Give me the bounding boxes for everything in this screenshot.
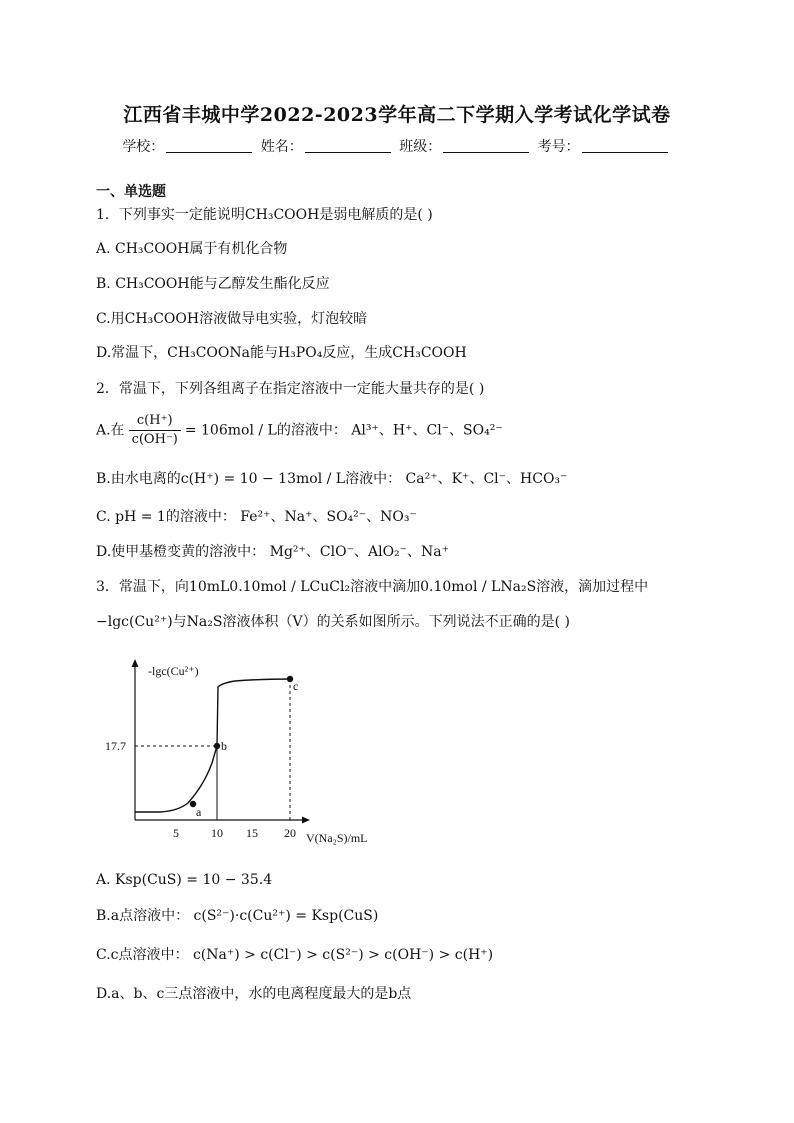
y-tick-17-7: 17.7 <box>105 739 126 753</box>
ratio-fraction <box>129 412 181 449</box>
x-tick-15: 15 <box>246 826 258 840</box>
q3-option-d: D.a、b、c三点溶液中，水的电离程度最大的是b点 <box>96 986 412 1002</box>
q2-a-suffix: = 106mol / L的溶液中： Al³⁺、H⁺、Cl⁻、SO₄²⁻ <box>184 422 503 439</box>
q3-option-a: A. Ksp(CuS) = 10 − 35.4 <box>96 872 273 888</box>
fraction-denominator: c(OH⁻) <box>131 432 178 447</box>
school-label: 学校： <box>122 139 165 155</box>
q2-stem: 2．常温下，下列各组离子在指定溶液中一定能大量共存的是( ) <box>96 381 485 397</box>
y-axis-label: -lgc(Cu²⁺) <box>148 664 199 678</box>
student-info-row <box>0 136 794 156</box>
name-blank[interactable] <box>305 138 391 153</box>
fraction-numerator: c(H⁺) <box>129 412 181 431</box>
name-label: 姓名： <box>260 139 303 155</box>
x-axis-arrow <box>302 817 310 824</box>
q1-option-d: D.常温下，CH₃COONa能与H₃PO₄反应，生成CH₃COOH <box>96 345 467 361</box>
q1-option-c: C.用CH₃COOH溶液做导电实验，灯泡较暗 <box>96 311 368 327</box>
q2-option-a <box>96 412 503 449</box>
x-tick-20: 20 <box>284 826 296 840</box>
q2-a-prefix: A.在 <box>96 422 125 439</box>
school-blank[interactable] <box>166 138 252 153</box>
class-label: 班级： <box>399 139 442 155</box>
point-b <box>214 743 220 749</box>
q3-option-b: B.a点溶液中： c(S²⁻)·c(Cu²⁺) = Ksp(CuS) <box>96 908 379 924</box>
label-b: b <box>221 739 227 753</box>
q3-stem-line2: −lgc(Cu²⁺)与Na₂S溶液体积（V）的关系如图所示。下列说法不正确的是( ) <box>96 614 570 630</box>
y-axis-arrow <box>132 659 139 667</box>
class-blank[interactable] <box>443 138 529 153</box>
titration-chart <box>100 655 400 850</box>
q1-stem: 1．下列事实一定能说明CH₃COOH是弱电解质的是( ) <box>96 207 433 223</box>
number-label: 考号： <box>537 139 580 155</box>
x-tick-10: 10 <box>211 826 223 840</box>
q2-option-c: C. pH = 1的溶液中： Fe²⁺、Na⁺、SO₄²⁻、NO₃⁻ <box>96 509 417 525</box>
q2-option-b: B.由水电离的c(H⁺) = 10 − 13mol / L溶液中： Ca²⁺、K⁺、Cl⁻、HCO₃⁻ <box>96 471 568 487</box>
q2-option-d: D.使甲基橙变黄的溶液中： Mg²⁺、ClO⁻、AlO₂⁻、Na⁺ <box>96 544 450 560</box>
section-heading: 一、单选题 <box>96 184 166 200</box>
number-blank[interactable] <box>582 138 668 153</box>
x-tick-5: 5 <box>173 826 179 840</box>
x-axis-label: V(Na₂S)/mL <box>306 831 368 845</box>
q3-option-c: C.c点溶液中： c(Na⁺) > c(Cl⁻) > c(S²⁻) > c(OH⁻) > c(H⁺) <box>96 947 494 963</box>
q1-option-a: A. CH₃COOH属于有机化合物 <box>96 241 288 257</box>
label-a: a <box>196 805 202 819</box>
titration-curve <box>135 679 290 812</box>
label-c: c <box>293 679 299 693</box>
q3-stem-line1: 3．常温下，向10mL0.10mol / LCuCl₂溶液中滴加0.10mol / LNa₂S溶液，滴加过程中 <box>96 579 649 595</box>
q1-option-b: B. CH₃COOH能与乙醇发生酯化反应 <box>96 276 330 292</box>
page-title: 江西省丰城中学2022-2023学年高二下学期入学考试化学试卷 <box>123 104 671 126</box>
